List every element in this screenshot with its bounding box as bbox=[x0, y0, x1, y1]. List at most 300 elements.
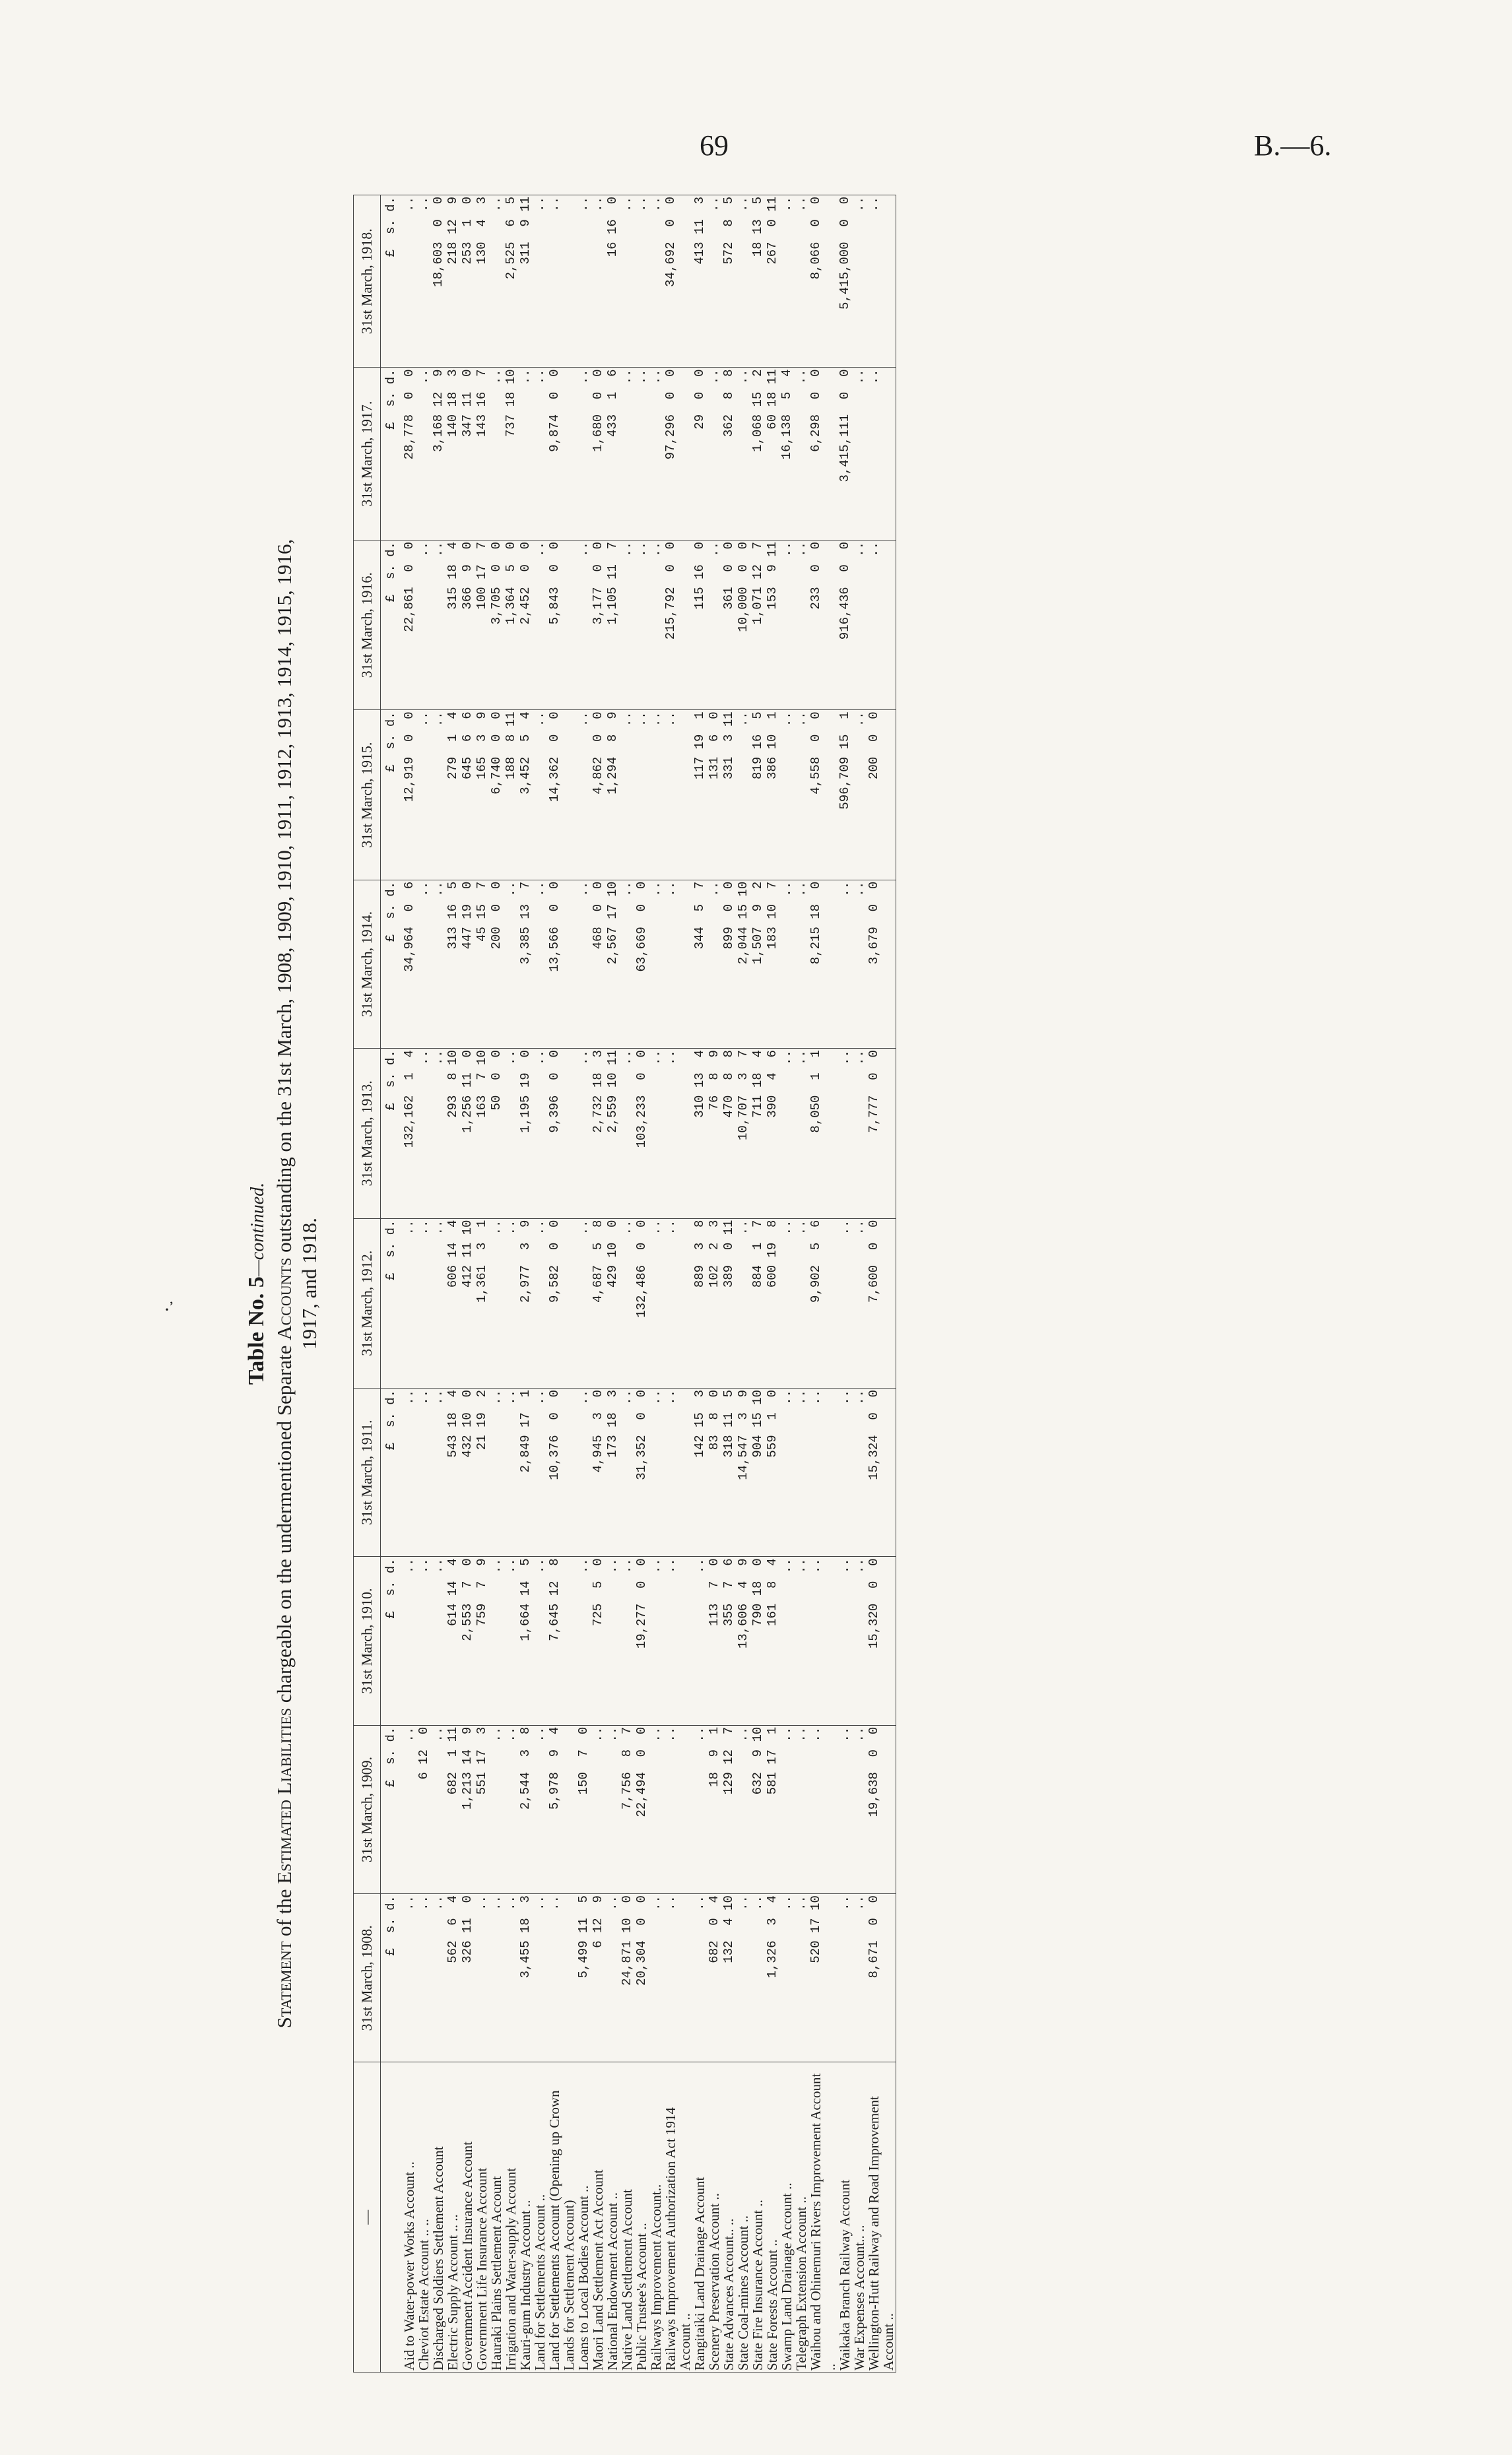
amount-cell: 759 7 9 bbox=[475, 1557, 489, 1725]
amount-cell: 13,606 4 9 bbox=[736, 1557, 750, 1725]
amount-cell: .. bbox=[620, 880, 634, 1048]
amount-cell: .. bbox=[852, 368, 867, 540]
amount-cell: 7,756 8 7 bbox=[620, 1725, 634, 1893]
amount-cell: 22,861 0 0 bbox=[402, 540, 416, 709]
amount-cell: 413 11 3 bbox=[692, 195, 707, 368]
amount-cell: 45 15 7 bbox=[475, 880, 489, 1048]
amount-cell: .. bbox=[692, 1725, 707, 1893]
amount-cell: .. bbox=[663, 1557, 692, 1725]
amount-cell: .. bbox=[649, 1388, 663, 1556]
amount-cell: 2,452 0 0 bbox=[518, 540, 533, 709]
amount-cell: .. bbox=[576, 1218, 591, 1388]
amount-cell: .. bbox=[591, 1725, 605, 1893]
amount-cell: .. bbox=[794, 880, 808, 1048]
amount-cell: 142 15 3 bbox=[692, 1388, 707, 1556]
amount-cell: .. bbox=[852, 710, 867, 880]
amount-cell: .. bbox=[591, 195, 605, 368]
units-cell: £ s. d. bbox=[381, 1894, 403, 2062]
column-header: 31st March, 1909. bbox=[354, 1725, 381, 1893]
amount-cell: 9,902 5 6 bbox=[808, 1218, 838, 1388]
amount-cell: 100 17 7 bbox=[475, 540, 489, 709]
column-header: 31st March, 1912. bbox=[354, 1218, 381, 1388]
amount-cell: .. bbox=[794, 368, 808, 540]
amount-cell: .. bbox=[504, 1049, 518, 1218]
amount-cell: 819 16 5 bbox=[750, 710, 765, 880]
amount-cell: .. bbox=[707, 368, 721, 540]
amount-cell: 9,582 0 0 bbox=[547, 1218, 576, 1388]
amount-cell: 131 6 0 bbox=[707, 710, 721, 880]
liabilities-table bbox=[353, 195, 896, 2373]
table-row bbox=[460, 195, 475, 2373]
amount-cell: 50 0 0 bbox=[489, 1049, 504, 1218]
account-name: Kauri-gum Industry Account .. bbox=[518, 2062, 533, 2373]
amount-cell: .. bbox=[852, 880, 867, 1048]
amount-cell: .. bbox=[794, 710, 808, 880]
account-name: Public Trustee's Account .. bbox=[634, 2062, 649, 2373]
amount-cell: .. bbox=[794, 1218, 808, 1388]
amount-cell: .. bbox=[852, 1218, 867, 1388]
amount-cell: 19,277 0 0 bbox=[634, 1557, 649, 1725]
amount-cell: 1,256 11 0 bbox=[460, 1049, 475, 1218]
amount-cell: .. bbox=[533, 710, 547, 880]
account-name: Scenery Preservation Account .. bbox=[707, 2062, 721, 2373]
amount-cell: 581 17 1 bbox=[765, 1725, 779, 1893]
amount-cell: .. bbox=[402, 1725, 416, 1893]
amount-cell: .. bbox=[547, 195, 576, 368]
amount-cell: 24,871 10 0 bbox=[620, 1894, 634, 2062]
amount-cell: .. bbox=[852, 1049, 867, 1218]
amount-cell: 3,705 0 0 bbox=[489, 540, 504, 709]
amount-cell: .. bbox=[852, 540, 867, 709]
amount-cell: 129 12 7 bbox=[721, 1725, 736, 1893]
amount-cell: 293 8 10 bbox=[445, 1049, 460, 1218]
amount-cell: 113 7 0 bbox=[707, 1557, 721, 1725]
amount-cell: .. bbox=[794, 1725, 808, 1893]
amount-cell: .. bbox=[634, 540, 649, 709]
table-row bbox=[779, 195, 794, 2373]
amount-cell: .. bbox=[808, 1557, 838, 1725]
amount-cell: 1,507 9 2 bbox=[750, 880, 765, 1048]
units-cell: £ s. d. bbox=[381, 1725, 403, 1893]
amount-cell: .. bbox=[779, 195, 794, 368]
account-name: Rangitaiki Land Drainage Account bbox=[692, 2062, 707, 2373]
amount-cell: .. bbox=[504, 1557, 518, 1725]
amount-cell: 2,567 17 10 bbox=[605, 880, 620, 1048]
amount-cell: 2,849 17 1 bbox=[518, 1388, 533, 1556]
amount-cell: 614 14 4 bbox=[445, 1557, 460, 1725]
amount-cell: 6 12 0 bbox=[416, 1725, 431, 1893]
amount-cell: .. bbox=[736, 195, 750, 368]
account-name: National Endowment Account .. bbox=[605, 2062, 620, 2373]
amount-cell: 165 3 9 bbox=[475, 710, 489, 880]
account-name: War Expenses Account.. .. bbox=[852, 2062, 867, 2373]
amount-cell: 15,324 0 0 bbox=[867, 1388, 896, 1556]
column-header: 31st March, 1917. bbox=[354, 368, 381, 540]
amount-cell: 310 13 4 bbox=[692, 1049, 707, 1218]
amount-cell: .. bbox=[431, 710, 445, 880]
amount-cell: 606 14 4 bbox=[445, 1218, 460, 1388]
amount-cell: 132,486 0 0 bbox=[634, 1218, 649, 1388]
column-header: 31st March, 1911. bbox=[354, 1388, 381, 1556]
amount-cell: 7,645 12 8 bbox=[547, 1557, 576, 1725]
table-row bbox=[504, 195, 518, 2373]
amount-cell: .. bbox=[431, 1388, 445, 1556]
amount-cell: 916,436 0 0 bbox=[838, 540, 852, 709]
amount-cell: .. bbox=[663, 710, 692, 880]
amount-cell: 173 18 3 bbox=[605, 1388, 620, 1556]
amount-cell: 5,499 11 5 bbox=[576, 1894, 591, 2062]
amount-cell: 899 0 0 bbox=[721, 880, 736, 1048]
amount-cell: 10,000 0 0 bbox=[736, 540, 750, 709]
amount-cell: .. bbox=[576, 540, 591, 709]
amount-cell: .. bbox=[533, 1725, 547, 1893]
amount-cell: .. bbox=[576, 1388, 591, 1556]
table-row bbox=[518, 195, 533, 2373]
table-row bbox=[402, 195, 416, 2373]
amount-cell: 725 5 0 bbox=[591, 1557, 605, 1725]
amount-cell: 200 0 0 bbox=[867, 710, 896, 880]
table-row bbox=[707, 195, 721, 2373]
account-name: Land for Settlements Account .. bbox=[533, 2062, 547, 2373]
amount-cell: 22,494 0 0 bbox=[634, 1725, 649, 1893]
amount-cell: 150 7 0 bbox=[576, 1725, 591, 1893]
amount-cell: 318 11 5 bbox=[721, 1388, 736, 1556]
amount-cell: 18 9 1 bbox=[707, 1725, 721, 1893]
account-name: Electric Supply Account .. .. bbox=[445, 2062, 460, 2373]
amount-cell: 34,964 0 6 bbox=[402, 880, 416, 1048]
amount-cell: .. bbox=[504, 1218, 518, 1388]
amount-cell: 8,050 1 1 bbox=[808, 1049, 838, 1218]
amount-cell: 161 8 4 bbox=[765, 1557, 779, 1725]
amount-cell: .. bbox=[576, 710, 591, 880]
amount-cell: 2,732 18 3 bbox=[591, 1049, 605, 1218]
amount-cell: .. bbox=[707, 880, 721, 1048]
amount-cell: .. bbox=[533, 880, 547, 1048]
amount-cell: 103,233 0 0 bbox=[634, 1049, 649, 1218]
amount-cell: 153 9 11 bbox=[765, 540, 779, 709]
amount-cell: 76 8 9 bbox=[707, 1049, 721, 1218]
amount-cell: 326 11 0 bbox=[460, 1894, 475, 2062]
amount-cell: .. bbox=[649, 195, 663, 368]
amount-cell: .. bbox=[692, 1557, 707, 1725]
amount-cell: 1,361 3 1 bbox=[475, 1218, 489, 1388]
amount-cell: 132,162 1 4 bbox=[402, 1049, 416, 1218]
table-row bbox=[576, 195, 591, 2373]
amount-cell: .. bbox=[736, 368, 750, 540]
amount-cell: .. bbox=[547, 1894, 576, 2062]
amount-cell: .. bbox=[533, 1557, 547, 1725]
amount-cell: 10,376 0 0 bbox=[547, 1388, 576, 1556]
amount-cell: .. bbox=[620, 368, 634, 540]
amount-cell: .. bbox=[475, 1894, 489, 2062]
amount-cell: .. bbox=[533, 1388, 547, 1556]
amount-cell: 115 16 0 bbox=[692, 540, 707, 709]
amount-cell: 596,709 15 1 bbox=[838, 710, 852, 880]
amount-cell: .. bbox=[707, 540, 721, 709]
account-name: Loans to Local Bodies Account .. bbox=[576, 2062, 591, 2373]
amount-cell: .. bbox=[576, 195, 591, 368]
amount-cell: 4,558 0 0 bbox=[808, 710, 838, 880]
amount-cell: 361 0 0 bbox=[721, 540, 736, 709]
amount-cell: 432 10 0 bbox=[460, 1388, 475, 1556]
amount-cell: .. bbox=[416, 1049, 431, 1218]
amount-cell: 28,778 0 0 bbox=[402, 368, 416, 540]
amount-cell: 15,320 0 0 bbox=[867, 1557, 896, 1725]
amount-cell: .. bbox=[838, 880, 852, 1048]
units-cell: £ s. d. bbox=[381, 1049, 403, 1218]
amount-cell: 5,978 9 4 bbox=[547, 1725, 576, 1893]
amount-cell: .. bbox=[838, 1388, 852, 1556]
amount-cell: .. bbox=[416, 1557, 431, 1725]
amount-cell: 1,680 0 0 bbox=[591, 368, 605, 540]
amount-cell: 12,919 0 0 bbox=[402, 710, 416, 880]
table-row bbox=[663, 195, 692, 2373]
amount-cell: .. bbox=[838, 1218, 852, 1388]
amount-cell: 682 0 4 bbox=[707, 1894, 721, 2062]
amount-cell: 2,044 15 10 bbox=[736, 880, 750, 1048]
amount-cell: .. bbox=[416, 540, 431, 709]
amount-cell: 344 5 7 bbox=[692, 880, 707, 1048]
amount-cell: .. bbox=[489, 195, 504, 368]
amount-cell: 429 10 0 bbox=[605, 1218, 620, 1388]
account-name: Telegraph Extension Account .. bbox=[794, 2062, 808, 2373]
table-row bbox=[736, 195, 750, 2373]
amount-cell: 215,792 0 0 bbox=[663, 540, 692, 709]
amount-cell: .. bbox=[634, 710, 649, 880]
amount-cell: .. bbox=[620, 710, 634, 880]
amount-cell: .. bbox=[867, 368, 896, 540]
amount-cell: .. bbox=[707, 195, 721, 368]
amount-cell: 313 16 5 bbox=[445, 880, 460, 1048]
account-name: State Forests Account .. bbox=[765, 2062, 779, 2373]
amount-cell: .. bbox=[808, 1725, 838, 1893]
account-name: Waikaka Branch Railway Account bbox=[838, 2062, 852, 2373]
amount-cell: .. bbox=[620, 1218, 634, 1388]
page-mark: ·̕ bbox=[164, 1299, 170, 1321]
amount-cell: 2,544 3 8 bbox=[518, 1725, 533, 1893]
amount-cell: 143 16 7 bbox=[475, 368, 489, 540]
amount-cell: .. bbox=[794, 195, 808, 368]
amount-cell: .. bbox=[794, 1894, 808, 2062]
amount-cell: .. bbox=[663, 1725, 692, 1893]
amount-cell: 737 18 10 bbox=[504, 368, 518, 540]
page-number: 69 bbox=[700, 129, 729, 162]
amount-cell: 331 3 11 bbox=[721, 710, 736, 880]
amount-cell: 362 8 8 bbox=[721, 368, 736, 540]
units-cell: £ s. d. bbox=[381, 368, 403, 540]
amount-cell: 183 10 7 bbox=[765, 880, 779, 1048]
amount-cell: .. bbox=[533, 1049, 547, 1218]
amount-cell: .. bbox=[779, 1388, 794, 1556]
amount-cell: 2,559 10 11 bbox=[605, 1049, 620, 1218]
amount-cell: .. bbox=[867, 540, 896, 709]
amount-cell: 3,177 0 0 bbox=[591, 540, 605, 709]
amount-cell: .. bbox=[808, 1388, 838, 1556]
amount-cell: 3,679 0 0 bbox=[867, 880, 896, 1048]
amount-cell: .. bbox=[649, 710, 663, 880]
amount-cell: .. bbox=[779, 1557, 794, 1725]
amount-cell: .. bbox=[750, 1894, 765, 2062]
amount-cell: 163 7 10 bbox=[475, 1049, 489, 1218]
amount-cell: 102 2 3 bbox=[707, 1218, 721, 1388]
amount-cell: 14,362 0 0 bbox=[547, 710, 576, 880]
amount-cell: 29 0 0 bbox=[692, 368, 707, 540]
amount-cell: .. bbox=[489, 1894, 504, 2062]
table-row bbox=[794, 195, 808, 2373]
amount-cell: .. bbox=[794, 540, 808, 709]
amount-cell: 130 4 3 bbox=[475, 195, 489, 368]
amount-cell: 1,068 15 2 bbox=[750, 368, 765, 540]
amount-cell: .. bbox=[504, 1894, 518, 2062]
table-title-continued: —continued. bbox=[247, 1182, 268, 1277]
page-reference: B.—6. bbox=[1254, 129, 1332, 162]
amount-cell: .. bbox=[663, 880, 692, 1048]
amount-cell: 447 19 0 bbox=[460, 880, 475, 1048]
units-cell: £ s. d. bbox=[381, 1557, 403, 1725]
amount-cell: .. bbox=[779, 710, 794, 880]
amount-cell: 279 1 4 bbox=[445, 710, 460, 880]
amount-cell: 7,600 0 0 bbox=[867, 1218, 896, 1388]
amount-cell: 1,195 19 0 bbox=[518, 1049, 533, 1218]
amount-cell: .. bbox=[852, 1388, 867, 1556]
amount-cell: 132 4 10 bbox=[721, 1894, 736, 2062]
amount-cell: 1,364 5 0 bbox=[504, 540, 518, 709]
account-name: State Coal-mines Account .. bbox=[736, 2062, 750, 2373]
amount-cell: 5,415,000 0 0 bbox=[838, 195, 852, 368]
amount-cell: 218 12 9 bbox=[445, 195, 460, 368]
table-row bbox=[533, 195, 547, 2373]
amount-cell: .. bbox=[533, 1218, 547, 1388]
amount-cell: .. bbox=[416, 195, 431, 368]
column-header: 31st March, 1913. bbox=[354, 1049, 381, 1218]
amount-cell: 390 4 6 bbox=[765, 1049, 779, 1218]
units-cell: £ s. d. bbox=[381, 880, 403, 1048]
amount-cell: 8,066 0 0 bbox=[808, 195, 838, 368]
amount-cell: .. bbox=[852, 1725, 867, 1893]
amount-cell: 711 18 4 bbox=[750, 1049, 765, 1218]
amount-cell: .. bbox=[402, 1388, 416, 1556]
amount-cell: 18 13 5 bbox=[750, 195, 765, 368]
column-header: 31st March, 1918. bbox=[354, 195, 381, 368]
amount-cell: 355 7 6 bbox=[721, 1557, 736, 1725]
amount-cell: .. bbox=[620, 540, 634, 709]
account-name: Government Life Insurance Account bbox=[475, 2062, 489, 2373]
amount-cell: .. bbox=[576, 1049, 591, 1218]
amount-cell: 520 17 10 bbox=[808, 1894, 838, 2062]
amount-cell: 13,566 0 0 bbox=[547, 880, 576, 1048]
amount-cell: .. bbox=[649, 540, 663, 709]
amount-cell: 2,553 7 0 bbox=[460, 1557, 475, 1725]
amount-cell: 60 18 11 bbox=[765, 368, 779, 540]
account-name: State Advances Account.. .. bbox=[721, 2062, 736, 2373]
amount-cell: .. bbox=[779, 1725, 794, 1893]
amount-cell: 233 0 0 bbox=[808, 540, 838, 709]
amount-cell: .. bbox=[533, 1894, 547, 2062]
amount-cell: 790 18 0 bbox=[750, 1557, 765, 1725]
amount-cell: .. bbox=[620, 195, 634, 368]
amount-cell: 559 1 0 bbox=[765, 1388, 779, 1556]
account-name: Hauraki Plains Settlement Account bbox=[489, 2062, 504, 2373]
amount-cell: .. bbox=[489, 1557, 504, 1725]
amount-cell: .. bbox=[692, 1894, 707, 2062]
amount-cell: .. bbox=[649, 368, 663, 540]
amount-cell: 3,452 5 4 bbox=[518, 710, 533, 880]
amount-cell: 389 0 11 bbox=[721, 1218, 736, 1388]
amount-cell: 6 12 9 bbox=[591, 1894, 605, 2062]
amount-cell: .. bbox=[402, 1894, 416, 2062]
amount-cell: .. bbox=[838, 1894, 852, 2062]
amount-cell: .. bbox=[634, 368, 649, 540]
table-row bbox=[416, 195, 431, 2373]
amount-cell: .. bbox=[504, 880, 518, 1048]
amount-cell: .. bbox=[489, 368, 504, 540]
amount-cell: 386 10 1 bbox=[765, 710, 779, 880]
units-cell: £ s. d. bbox=[381, 710, 403, 880]
amount-cell: 1,071 12 7 bbox=[750, 540, 765, 709]
amount-cell: .. bbox=[504, 1725, 518, 1893]
account-name: Land for Settlements Account (Opening up Crown Lands for Settlement Account) bbox=[547, 2062, 576, 2373]
amount-cell: 1,326 3 4 bbox=[765, 1894, 779, 2062]
amount-cell: .. bbox=[504, 1388, 518, 1556]
column-header: 31st March, 1910. bbox=[354, 1557, 381, 1725]
units-blank bbox=[381, 2062, 403, 2373]
table-title: Table No. 5—continued. bbox=[244, 1182, 269, 1385]
amount-cell: .. bbox=[852, 195, 867, 368]
amount-cell: 347 11 0 bbox=[460, 368, 475, 540]
column-header: 31st March, 1908. bbox=[354, 1894, 381, 2062]
amount-cell: 3,168 12 9 bbox=[431, 368, 445, 540]
amount-cell: .. bbox=[416, 880, 431, 1048]
table-row bbox=[634, 195, 649, 2373]
amount-cell: .. bbox=[431, 1557, 445, 1725]
amount-cell: 3,385 13 7 bbox=[518, 880, 533, 1048]
amount-cell: 20,304 0 0 bbox=[634, 1894, 649, 2062]
amount-cell: 412 11 10 bbox=[460, 1218, 475, 1388]
amount-cell: .. bbox=[649, 1049, 663, 1218]
amount-cell: 632 9 10 bbox=[750, 1725, 765, 1893]
amount-cell: 3,455 18 3 bbox=[518, 1894, 533, 2062]
amount-cell: .. bbox=[431, 540, 445, 709]
amount-cell: .. bbox=[736, 710, 750, 880]
amount-cell: .. bbox=[489, 1725, 504, 1893]
table-row bbox=[591, 195, 605, 2373]
amount-cell: .. bbox=[634, 195, 649, 368]
amount-cell: .. bbox=[416, 1218, 431, 1388]
amount-cell: 6,298 0 0 bbox=[808, 368, 838, 540]
amount-cell: .. bbox=[605, 1725, 620, 1893]
amount-cell: .. bbox=[576, 880, 591, 1048]
amount-cell: .. bbox=[649, 1894, 663, 2062]
amount-cell: 267 0 11 bbox=[765, 195, 779, 368]
amount-cell: 9,396 0 0 bbox=[547, 1049, 576, 1218]
amount-cell: 572 8 5 bbox=[721, 195, 736, 368]
amount-cell: 188 8 11 bbox=[504, 710, 518, 880]
amount-cell: 200 0 0 bbox=[489, 880, 504, 1048]
amount-cell: 600 19 8 bbox=[765, 1218, 779, 1388]
table-row bbox=[475, 195, 489, 2373]
amount-cell: .. bbox=[663, 1894, 692, 2062]
units-cell: £ s. d. bbox=[381, 540, 403, 709]
account-name: Swamp Land Drainage Account .. bbox=[779, 2062, 794, 2373]
units-cell: £ s. d. bbox=[381, 195, 403, 368]
amount-cell: 7,777 0 0 bbox=[867, 1049, 896, 1218]
amount-cell: 140 18 3 bbox=[445, 368, 460, 540]
amount-cell: 1,213 14 9 bbox=[460, 1725, 475, 1893]
table-row bbox=[605, 195, 620, 2373]
amount-cell: 19,638 0 0 bbox=[867, 1725, 896, 1893]
amount-cell: 8,671 0 0 bbox=[867, 1894, 896, 2062]
amount-cell: 366 9 0 bbox=[460, 540, 475, 709]
